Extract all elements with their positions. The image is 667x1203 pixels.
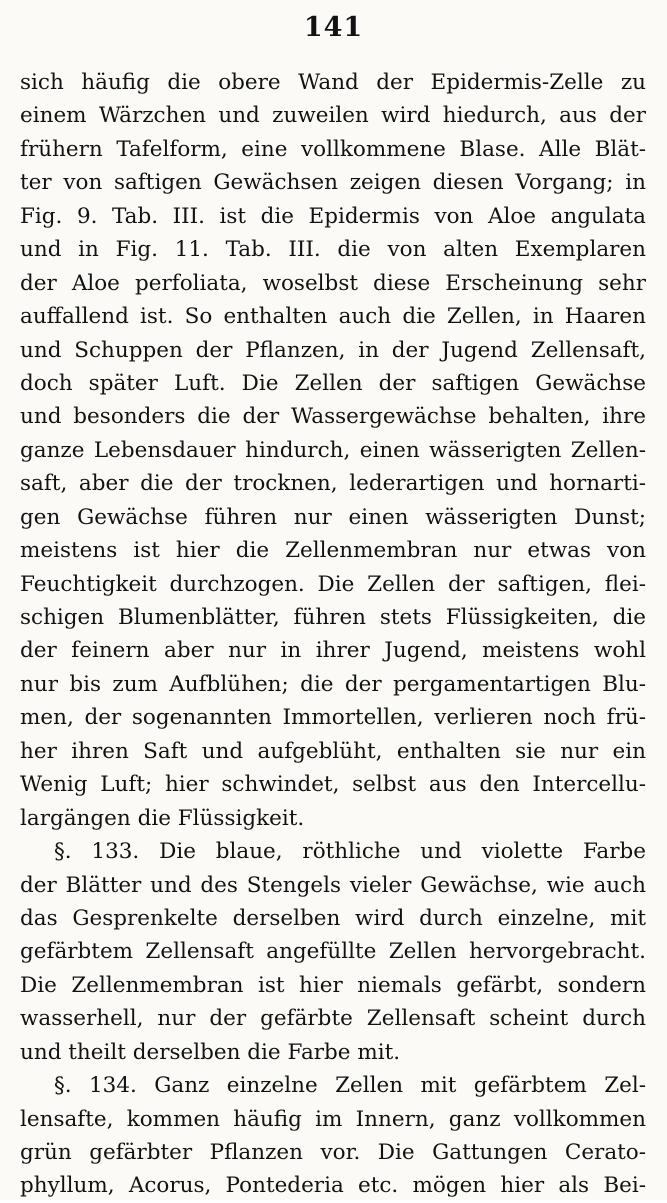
text-line: und in Fig. 11. Tab. III. die von alten Exemplaren [20, 237, 646, 263]
text-line: meistens ist hier die Zellenmembran nur etwas von [20, 538, 646, 564]
text-line: lensafte, kommen häufig im Innern, ganz vollkommen [20, 1106, 646, 1132]
page-body-text [20, 66, 646, 1203]
text-line: der feinern aber nur in ihrer Jugend, meistens wohl [20, 638, 646, 664]
text-line: Fig. 9. Tab. III. ist die Epidermis von Aloe angulata [20, 203, 646, 229]
text-line: das Gesprenkelte derselben wird durch einzelne, mit [20, 905, 646, 931]
text-line: ter von saftigen Gewächsen zeigen diesen Vorgang; in [20, 170, 646, 196]
page-number: 141 [303, 12, 364, 43]
text-line: Die Zellenmembran ist hier niemals gefärbt, sondern [20, 972, 646, 998]
text-line: wasserhell, nur der gefärbte Zellensaft scheint durch [20, 1006, 646, 1032]
text-line: nur bis zum Aufblühen; die der pergamentartigen Blu- [20, 671, 646, 697]
text-line: und Schuppen der Pflanzen, in der Jugend Zellensaft, [20, 337, 646, 363]
text-line: gefärbtem Zellensaft angefüllte Zellen hervorgebracht. [20, 939, 646, 965]
text-line: men, der sogenannten Immortellen, verlieren noch frü- [20, 705, 646, 731]
text-line: der Aloe perfoliata, woselbst diese Erscheinung sehr [20, 270, 646, 296]
text-line: gen Gewächse führen nur einen wässerigten Dunst; [20, 504, 646, 530]
text-line: schigen Blumenblätter, führen stets Flüssigkeiten, die [20, 605, 646, 630]
text-line: phyllum, Acorus, Pontederia etc. mögen hier als Bei- [20, 1173, 646, 1199]
text-line: Feuchtigkeit durchzogen. Die Zellen der saftigen, flei- [20, 571, 646, 597]
paragraph-end-line: largängen die Flüssigkeit. [20, 805, 305, 831]
text-line: ganze Lebensdauer hindurch, einen wässerigten Zellen- [20, 437, 646, 463]
text-line: auffallend ist. So enthalten auch die Zellen, in Haaren [20, 304, 646, 330]
text-line: Wenig Luft; hier schwindet, selbst aus den Intercellu- [20, 772, 646, 798]
text-line: einem Wärzchen und zuweilen wird hiedurch, aus der [20, 103, 646, 129]
text-line: und besonders die der Wassergewächse behalten, ihre [20, 404, 646, 430]
text-line: grün gefärbter Pflanzen vor. Die Gattungen Cerato- [20, 1140, 646, 1165]
text-line: der Blätter und des Stengels vieler Gewächse, wie auch [20, 872, 646, 898]
paragraph-end-line: und theilt derselben die Farbe mit. [20, 1039, 401, 1065]
text-line: sich häufig die obere Wand der Epidermis-Zelle zu [20, 70, 646, 95]
text-line: her ihren Saft und aufgeblüht, enthalten sie nur ein [20, 738, 646, 764]
section-134-start-line: §. 134. Ganz einzelne Zellen mit gefärbtem Zel- [54, 1073, 646, 1099]
text-line: saft, aber die der trocknen, lederartigen und hornarti- [20, 471, 646, 497]
text-line: doch später Luft. Die Zellen der saftigen Gewächse [20, 370, 646, 396]
text-line: frühern Tafelform, eine vollkommene Blase. Alle Blät- [20, 136, 646, 162]
section-133-start-line: §. 133. Die blaue, röthliche und violette Farbe [54, 839, 646, 865]
